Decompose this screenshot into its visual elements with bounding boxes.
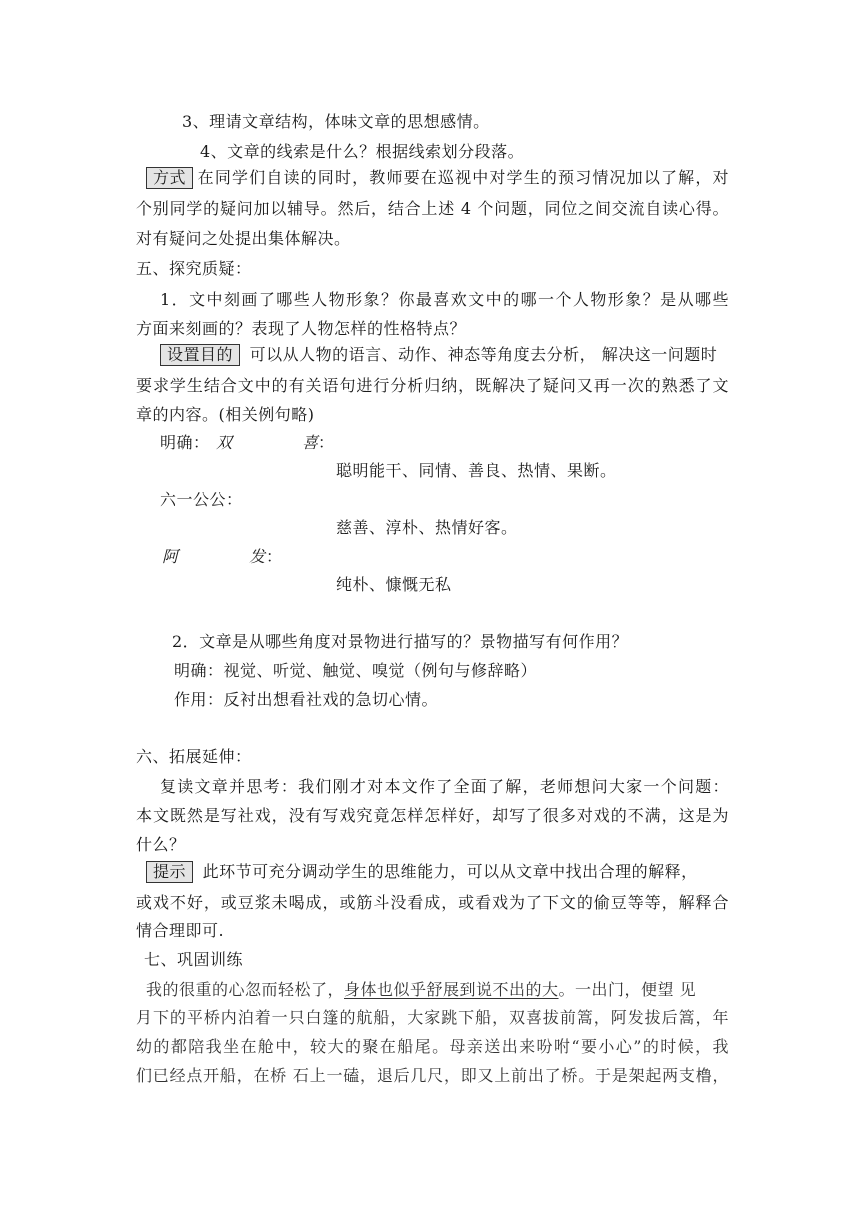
s5-question-2-answer: 明确：视觉、听觉、触觉、嗅觉（例句与修辞略） [174,661,538,680]
method-text-1: 在同学们自读的同时，教师要在巡视中对学生的预习情况加以了解，对 [197,168,729,187]
section-5-title: 五、探究质疑： [136,259,252,278]
character-traits-3: 纯朴、慷慨无私 [336,575,452,594]
purpose-label: 设置目的 [160,344,240,366]
question-3: 3、理请文章结构，体味文章的思想感情。 [182,112,490,131]
s6-text-1: 复读文章并思考：我们刚才对本文作了全面了解，老师想问大家一个问题： [160,777,729,796]
s6-text-2: 本文既然是写社戏，没有写戏究竟怎样怎样好，却写了很多对戏的不满，这是为 [136,806,729,825]
question-4: 4、文章的线索是什么？根据线索划分段落。 [200,142,525,161]
method-text-2: 个别同学的疑问加以辅导。然后，结合上述 4 个问题，同位之间交流自读心得。 [136,199,729,218]
s5-question-1-line1: 1．文中刻画了哪些人物形象？你最喜欢文中的哪一个人物形象？是从哪些 [160,290,729,309]
section-6-title: 六、拓展延伸： [136,747,252,766]
passage-line3: 幼的都陪我坐在舱中，较大的聚在船尾。母亲送出来吩咐“要小心”的时候，我 [136,1037,729,1056]
passage-line2: 月下的平桥内泊着一只白篷的航船，大家跳下船，双喜拔前篙，阿发拔后篙，年 [136,1008,729,1027]
section-7-title: 七、巩固训练 [144,950,244,969]
character-name-1a: 双 [216,433,233,452]
character-colon-3: ： [266,547,283,566]
character-colon-1: ： [318,433,335,452]
method-text-3: 对有疑问之处提出集体解决。 [136,229,351,248]
purpose-text-3: 章的内容。(相关例句略) [136,405,315,424]
hint-text-3: 情合理即可. [136,921,225,940]
character-traits-2: 慈善、淳朴、热情好客。 [336,518,518,537]
purpose-line1 [160,344,717,366]
s5-question-2: 2．文章是从哪些角度对景物进行描写的？景物描写有何作用？ [172,632,629,651]
character-name-1b: 喜 [302,433,319,452]
purpose-text-1: 可以从人物的语言、动作、神态等角度去分析， 解决这一问题时 [249,345,718,364]
passage-underlined-phrase: 身体也似乎舒展到说不出的大 [344,980,559,999]
hint-line1 [146,861,698,883]
s5-question-1-line2: 方面来刻画的？表现了人物怎样的性格特点？ [136,319,467,338]
hint-text-2: 或戏不好，或豆浆未喝成，或筋斗没看成，或看戏为了下文的偷豆等等，解释合 [136,893,729,912]
purpose-text-2: 要求学生结合文中的有关语句进行分析归纳，既解决了疑问又再一次的熟悉了文 [136,376,729,395]
character-name-3b: 发 [249,547,266,566]
passage-text-1c: 。一出门，便望 见 [558,980,697,999]
method-label: 方式 [146,167,193,189]
hint-text-1: 此环节可充分调动学生的思维能力，可以从文章中找出合理的解释， [202,862,698,881]
s6-text-3: 什么？ [136,835,186,854]
passage-text-1a: 我的很重的心忽而轻松了， [146,980,345,999]
s5-question-2-effect: 作用：反衬出想看社戏的急切心情。 [174,690,439,709]
method-paragraph-line1 [146,167,729,189]
hint-label: 提示 [146,861,193,883]
character-name-3a: 阿 [162,547,179,566]
passage-line1 [146,979,696,1001]
answer-prefix: 明确： [160,433,210,452]
character-name-2: 六一公公： [160,490,243,509]
character-traits-1: 聪明能干、同情、善良、热情、果断。 [336,461,617,480]
passage-line4: 们已经点开船，在桥 石上一磕，退后几尺，即又上前出了桥。于是架起两支橹， [136,1066,729,1085]
